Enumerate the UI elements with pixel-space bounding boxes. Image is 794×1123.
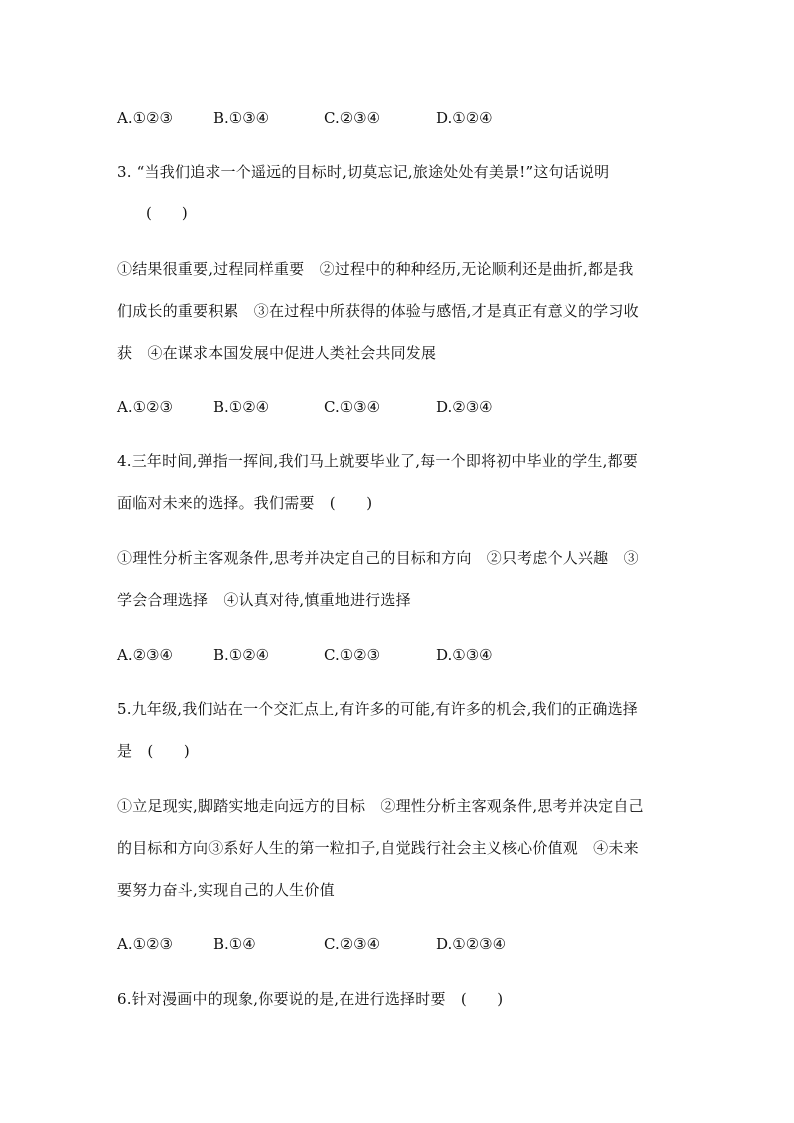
q3-option-b: B.①②④: [213, 398, 270, 416]
q2-option-d: D.①②④: [436, 109, 493, 127]
q5-option-d: D.①②③④: [436, 935, 507, 953]
q4-items-line1: ①理性分析主客观条件,思考并决定自己的目标和方向 ②只考虑个人兴趣 ③: [117, 549, 639, 567]
q3-option-a: A.①②③: [117, 398, 173, 416]
q6-stem-line1: 6.针对漫画中的现象,你要说的是,在进行选择时要 ( ): [117, 990, 504, 1008]
q4-option-d: D.①③④: [436, 646, 493, 664]
q3-items-line1: ①结果很重要,过程同样重要 ②过程中的种种经历,无论顺利还是曲折,都是我: [117, 260, 634, 278]
q4-option-c: C.①②③: [324, 646, 381, 664]
q4-items-line2: 学会合理选择 ④认真对待,慎重地进行选择: [117, 591, 411, 609]
q3-option-d: D.②③④: [436, 398, 493, 416]
q5-items-line2: 的目标和方向③系好人生的第一粒扣子,自觉践行社会主义核心价值观 ④未来: [117, 839, 639, 857]
q5-option-a: A.①②③: [117, 935, 173, 953]
q3-stem-line1: 3. “当我们追求一个遥远的目标时,切莫忘记,旅途处处有美景!”这句话说明: [117, 163, 610, 181]
q5-stem-line2: 是 ( ): [117, 742, 190, 760]
q5-options: [117, 934, 677, 954]
q2-option-c: C.②③④: [324, 109, 381, 127]
q3-options: [117, 397, 677, 417]
q3-items-line2: 们成长的重要积累 ③在过程中所获得的体验与感悟,才是真正有意义的学习收: [117, 302, 639, 320]
q2-option-b: B.①③④: [213, 109, 270, 127]
q3-answer-paren: ( ): [146, 204, 188, 222]
q2-options: [117, 108, 677, 128]
q5-option-b: B.①④: [213, 935, 256, 953]
q5-items-line3: 要努力奋斗,实现自己的人生价值: [117, 881, 335, 899]
q3-items-line3: 获 ④在谋求本国发展中促进人类社会共同发展: [117, 344, 437, 362]
q5-option-c: C.②③④: [324, 935, 381, 953]
q4-option-b: B.①②④: [213, 646, 270, 664]
q5-items-line1: ①立足现实,脚踏实地走向远方的目标 ②理性分析主客观条件,思考并决定自己: [117, 797, 644, 815]
q4-stem-line2: 面临对未来的选择。我们需要 ( ): [117, 494, 373, 512]
q4-option-a: A.②③④: [117, 646, 173, 664]
q4-options: [117, 645, 677, 665]
q4-stem-line1: 4.三年时间,弹指一挥间,我们马上就要毕业了,每一个即将初中毕业的学生,都要: [117, 452, 638, 470]
q5-stem-line1: 5.九年级,我们站在一个交汇点上,有许多的可能,有许多的机会,我们的正确选择: [117, 700, 638, 718]
q2-option-a: A.①②③: [117, 109, 173, 127]
q3-option-c: C.①③④: [324, 398, 381, 416]
